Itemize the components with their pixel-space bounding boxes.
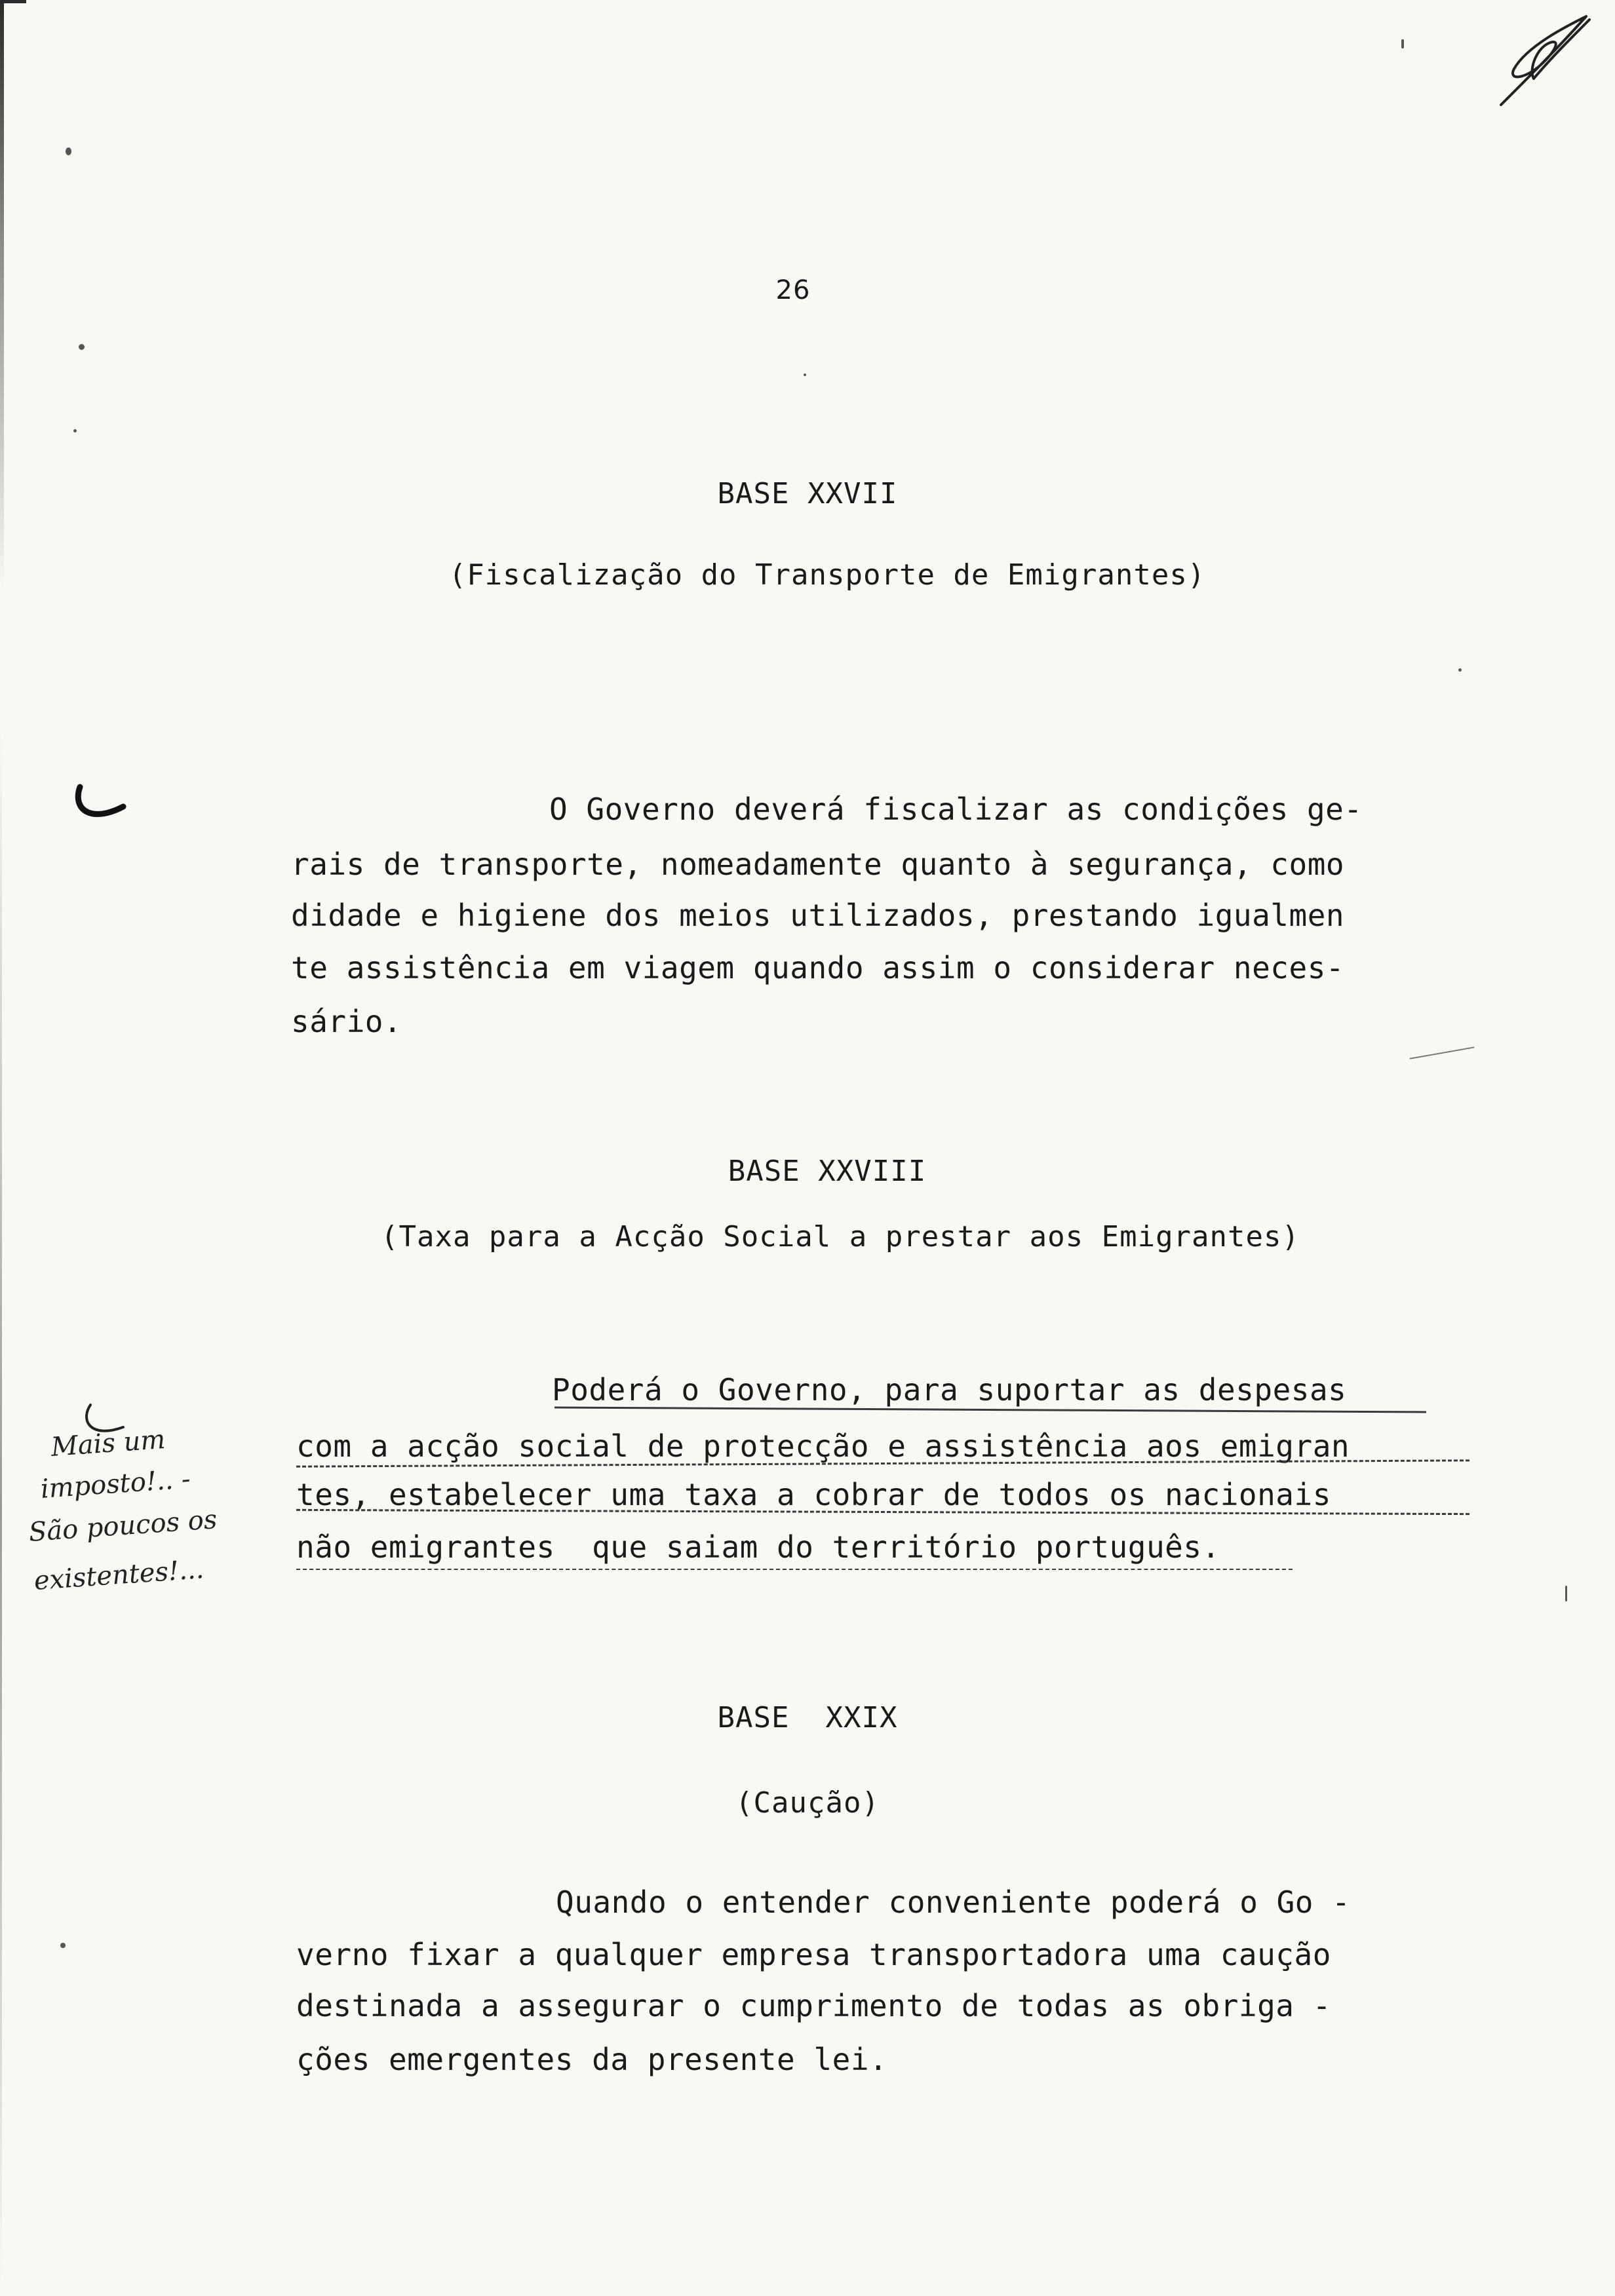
margin-note-line: imposto!.. - bbox=[39, 1464, 191, 1504]
section-heading: BASE XXVIII bbox=[728, 1155, 927, 1188]
margin-note-line: existentes!... bbox=[33, 1554, 205, 1596]
scan-speck bbox=[804, 373, 806, 376]
margin-note-line: São poucos os bbox=[28, 1504, 218, 1548]
scan-speck bbox=[1458, 668, 1462, 672]
paragraph-line: didade e higiene dos meios utilizados, prestando igualmen bbox=[291, 898, 1345, 933]
underline-mark bbox=[555, 1407, 1426, 1413]
margin-note-line: Mais um bbox=[50, 1424, 166, 1463]
paragraph-line: Poderá o Governo, para suportar as despesas bbox=[552, 1372, 1347, 1407]
paragraph-line: não emigrantes que saiam do território português. bbox=[296, 1529, 1220, 1565]
paragraph-line: com a acção social de protecção e assistência aos emigran bbox=[296, 1428, 1350, 1464]
paragraph-line: Quando o entender conveniente poderá o Go - bbox=[556, 1885, 1351, 1920]
section-subheading: (Caução) bbox=[735, 1786, 880, 1820]
scan-speck bbox=[60, 1943, 66, 1948]
top-edge-mark bbox=[0, 0, 26, 3]
paragraph-line: ções emergentes da presente lei. bbox=[296, 2042, 888, 2077]
section-heading: BASE XXVII bbox=[717, 477, 898, 510]
paragraph-line: destinada a assegurar o cumprimento de todas as obriga - bbox=[296, 1988, 1331, 2023]
paragraph-line: te assistência em viagem quando assim o considerar neces- bbox=[291, 950, 1345, 985]
margin-curve-mark bbox=[71, 783, 130, 829]
paragraph-line: verno fixar a qualquer empresa transportadora uma caução bbox=[296, 1937, 1331, 1972]
section-heading: BASE XXIX bbox=[717, 1701, 898, 1734]
section-subheading: (Fiscalização do Transporte de Emigrantes) bbox=[448, 558, 1206, 592]
section-subheading: (Taxa para a Acção Social a prestar aos Emigrantes) bbox=[380, 1220, 1300, 1253]
initials-signature bbox=[1488, 7, 1599, 118]
scan-speck bbox=[66, 147, 71, 155]
underline-mark bbox=[296, 1569, 1293, 1570]
scan-speck bbox=[73, 429, 77, 432]
paragraph-line: O Governo deverá fiscalizar as condições ge- bbox=[549, 792, 1363, 827]
paragraph-line: rais de transporte, nomeadamente quanto à segurança, como bbox=[291, 847, 1345, 882]
paragraph-line: tes, estabelecer uma taxa a cobrar de todos os nacionais bbox=[296, 1477, 1331, 1512]
page-number: 26 bbox=[775, 275, 811, 305]
scan-streak bbox=[1410, 1046, 1475, 1059]
paragraph-line: sário. bbox=[291, 1004, 402, 1039]
scan-speck bbox=[79, 344, 85, 350]
scan-speck bbox=[1401, 39, 1404, 48]
left-edge-mark-lower bbox=[0, 721, 2, 2293]
scan-speck bbox=[1565, 1586, 1567, 1601]
